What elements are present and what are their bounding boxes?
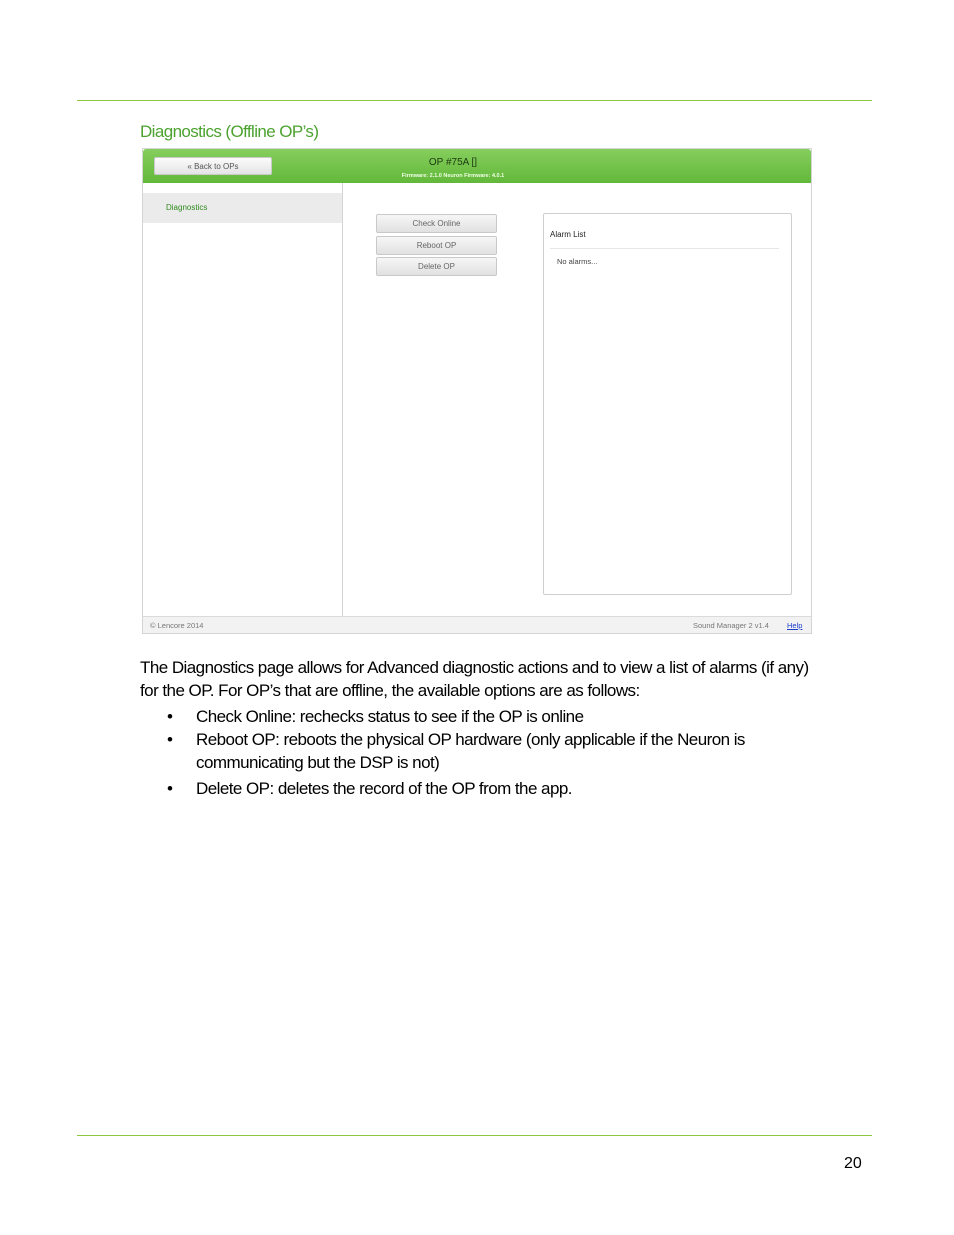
app-header bbox=[143, 149, 811, 183]
bullet-icon: • bbox=[167, 707, 173, 726]
list-item-text: Check Online: rechecks status to see if the OP is online bbox=[196, 707, 584, 726]
back-to-ops-button[interactable]: « Back to OPs bbox=[154, 157, 272, 175]
help-link[interactable]: Help bbox=[787, 621, 803, 630]
header-rule bbox=[77, 100, 872, 101]
intro-paragraph: The Diagnostics page allows for Advanced diagnostic actions and to view a list of alarms (if any) for the OP. For OP’s that are offline, the available options are as follows: bbox=[140, 658, 809, 700]
app-footer bbox=[143, 616, 811, 633]
list-item-text: Delete OP: deletes the record of the OP from the app. bbox=[196, 779, 572, 798]
reboot-op-button[interactable]: Reboot OP bbox=[376, 236, 497, 255]
bullet-icon: • bbox=[167, 730, 173, 749]
bullet-icon: • bbox=[167, 779, 173, 798]
alarm-list-divider bbox=[550, 248, 779, 249]
options-list bbox=[140, 705, 830, 800]
list-item bbox=[140, 777, 830, 800]
alarm-list-panel bbox=[543, 213, 792, 595]
section-title: Diagnostics (Offline OP’s) bbox=[140, 122, 319, 141]
version-text: Sound Manager 2 v1.4 bbox=[693, 621, 769, 630]
firmware-info: Firmware: 2.1.0 Neuron Firmware: 4.0.1 bbox=[401, 173, 505, 179]
op-title: OP #75A [] bbox=[428, 157, 478, 168]
delete-op-button[interactable]: Delete OP bbox=[376, 257, 497, 276]
alarm-empty-text: No alarms... bbox=[557, 257, 598, 266]
check-online-button[interactable]: Check Online bbox=[376, 214, 497, 233]
page-number: 20 bbox=[844, 1155, 862, 1172]
copyright-text: © Lencore 2014 bbox=[150, 621, 204, 630]
list-item bbox=[140, 728, 830, 774]
sidebar-item-diagnostics[interactable]: Diagnostics bbox=[143, 193, 342, 223]
alarm-list-title: Alarm List bbox=[550, 230, 586, 239]
list-item bbox=[140, 705, 830, 728]
app-screenshot bbox=[142, 148, 812, 634]
footer-rule bbox=[77, 1135, 872, 1136]
sidebar bbox=[143, 183, 343, 616]
list-item-text: Reboot OP: reboots the physical OP hardware (only applicable if the Neuron is communicating but the DSP is not) bbox=[196, 730, 745, 772]
